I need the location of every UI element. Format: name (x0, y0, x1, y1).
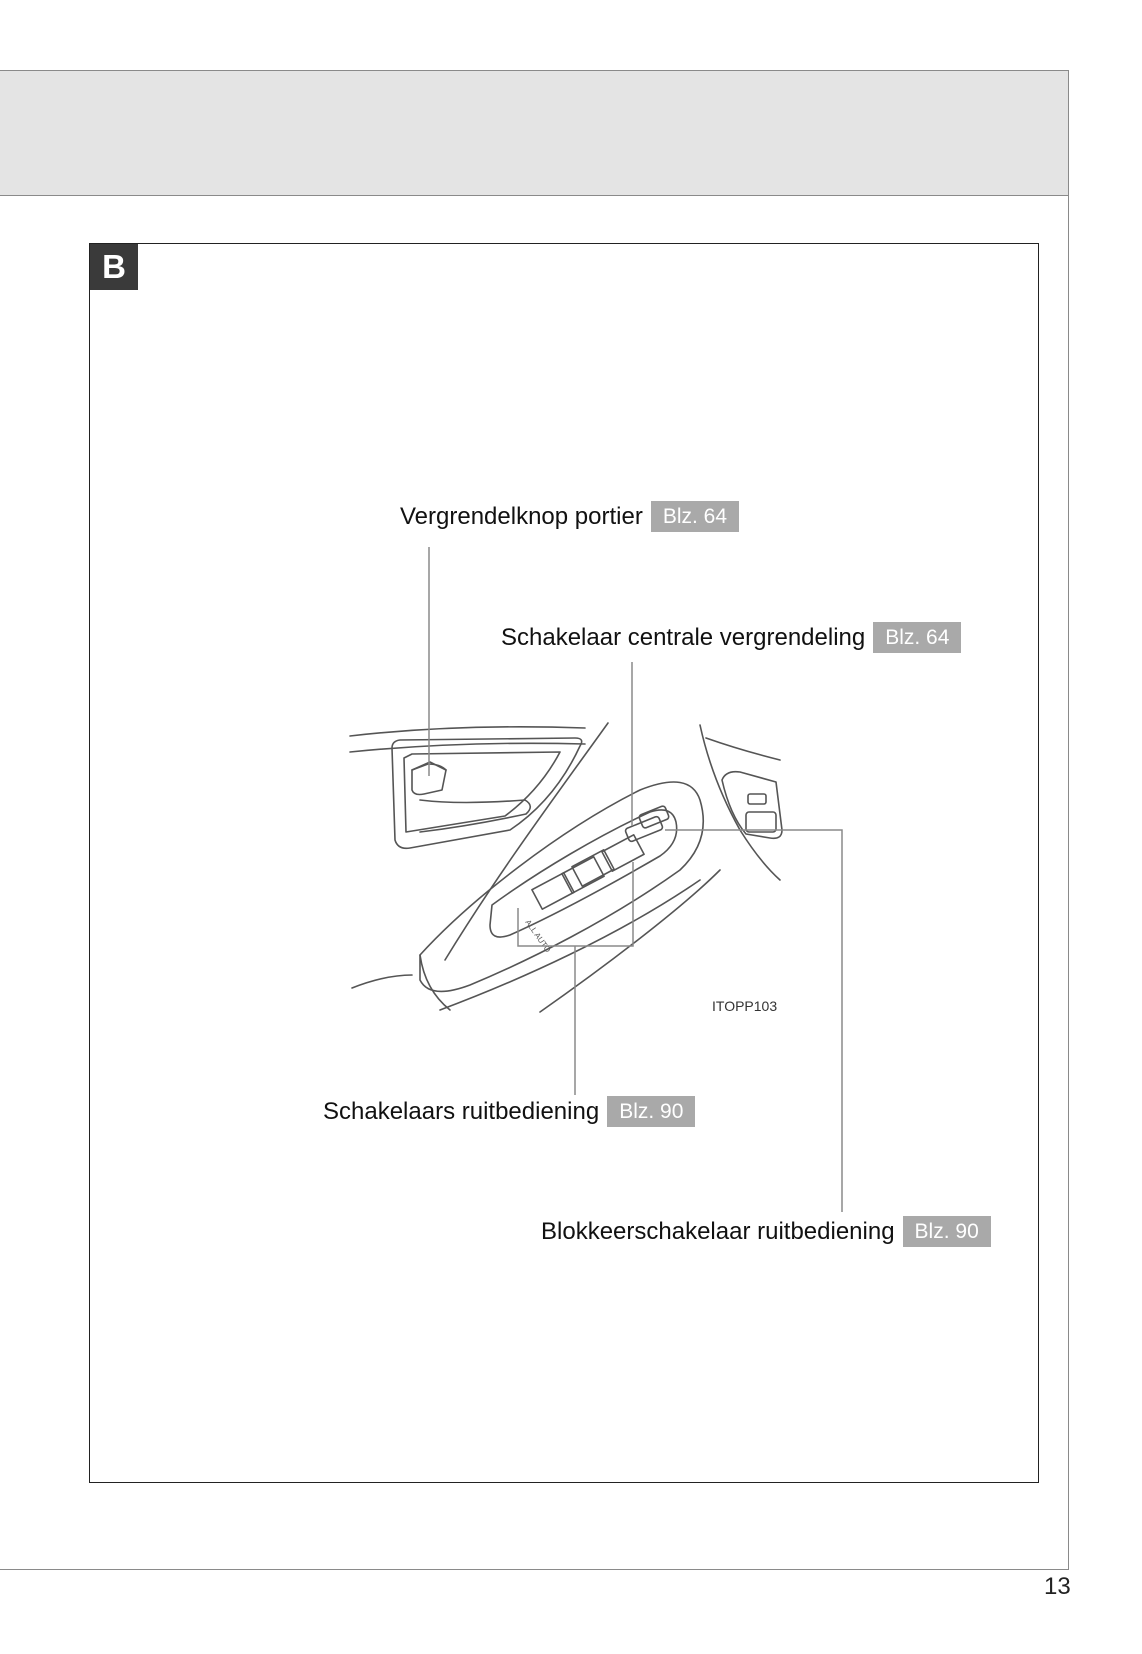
door-trim-upper-line (350, 727, 585, 736)
page-ref-link[interactable]: Blz. 90 (607, 1096, 695, 1127)
door-trim-upper-line-2 (350, 743, 585, 752)
figure-code: ITOPP103 (712, 998, 778, 1014)
right-door-trim (706, 738, 780, 760)
callout-door-lock-knob (400, 501, 739, 532)
leader-window-lock (665, 830, 842, 1212)
seat-edge-line (352, 975, 412, 988)
floor-line (540, 870, 720, 1012)
mirror-switch-large (746, 812, 776, 832)
armrest-front (420, 955, 450, 1010)
callout-label: Vergrendelknop portier (400, 502, 643, 530)
page-ref-link[interactable]: Blz. 64 (873, 622, 961, 653)
window-switch-rear-right (562, 857, 604, 893)
central-lock-switch (625, 816, 664, 842)
window-switch-rear-left (532, 873, 574, 909)
callout-label: Schakelaar centrale vergrendeling (501, 623, 866, 651)
switch-panel-label: ALL AUTO (523, 917, 553, 955)
callout-label: Schakelaars ruitbediening (323, 1097, 600, 1125)
page-number: 13 (1044, 1573, 1071, 1600)
callout-window-switches (323, 1096, 695, 1127)
mirror-switch-small (748, 794, 766, 804)
armrest-outline (420, 782, 703, 991)
page-ref-link[interactable]: Blz. 90 (903, 1216, 991, 1247)
window-switch-front-left (572, 850, 614, 886)
callout-label: Blokkeerschakelaar ruitbediening (541, 1217, 895, 1245)
callout-window-lock-switch (541, 1216, 991, 1247)
right-door-panel (722, 772, 782, 839)
callout-central-lock-switch (501, 622, 961, 653)
window-switch-front-right (602, 835, 644, 871)
section-badge: B (90, 244, 138, 290)
page-ref-link[interactable]: Blz. 64 (651, 501, 739, 532)
